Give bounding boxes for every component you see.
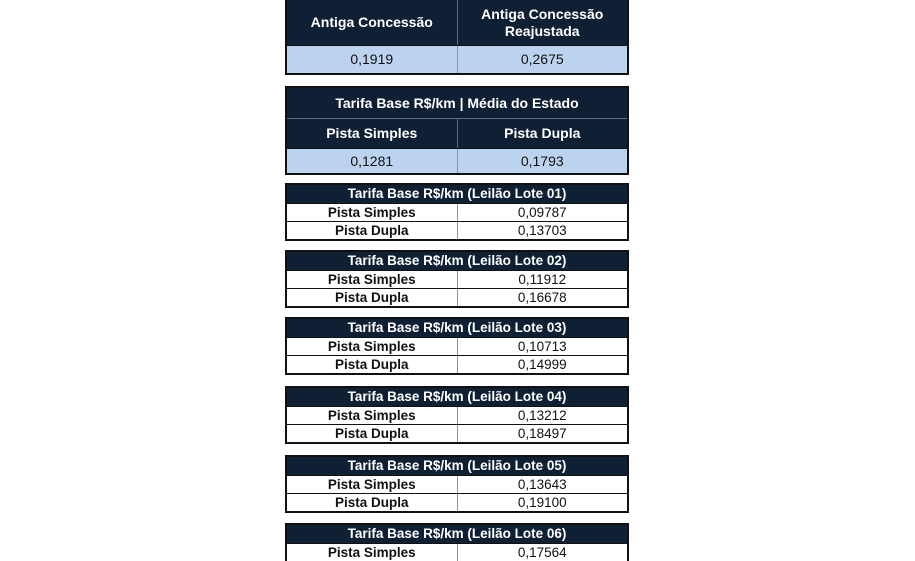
table-row: [287, 45, 627, 73]
pista-simples-label: Pista Simples: [327, 271, 416, 287]
lote-title: Tarifa Base R$/km (Leilão Lote 04): [287, 388, 627, 406]
antiga-concessao-reajustada-header: [457, 0, 628, 45]
lote-title: Tarifa Base R$/km (Leilão Lote 03): [287, 319, 627, 337]
lote-05-table: [285, 455, 629, 513]
table-title-row: [287, 88, 627, 118]
lote-01-table: [285, 183, 629, 241]
pista-simples-value: 0,13643: [457, 476, 628, 493]
table-header-row: [287, 0, 627, 45]
pista-simples-label: Pista Simples: [327, 476, 416, 492]
header-line-2: Reajustada: [504, 22, 580, 39]
pista-dupla-label: Pista Dupla: [334, 494, 409, 510]
pista-simples-label: Pista Simples: [327, 204, 416, 220]
pista-simples-header: Pista Simples: [326, 125, 418, 142]
pista-dupla-label: Pista Dupla: [334, 289, 409, 305]
pista-dupla-label: Pista Dupla: [334, 356, 409, 372]
pista-simples-value: 0,17564: [457, 544, 628, 561]
pista-simples-label: Pista Simples: [327, 544, 416, 560]
pista-dupla-value: 0,18497: [457, 425, 628, 442]
pista-dupla-label: Pista Dupla: [334, 222, 409, 238]
pista-simples-value: 0,1281: [350, 152, 394, 169]
antiga-concessao-table: [285, 0, 629, 75]
pista-dupla-value: 0,1793: [457, 149, 628, 173]
pista-dupla-value: 0,16678: [457, 289, 628, 306]
lote-03-table: [285, 317, 629, 375]
lote-title: Tarifa Base R$/km (Leilão Lote 02): [287, 252, 627, 270]
lote-title: Tarifa Base R$/km (Leilão Lote 06): [287, 525, 627, 543]
pista-dupla-label: Pista Dupla: [334, 425, 409, 441]
pista-dupla-value: 0,19100: [457, 494, 628, 511]
table-row: [287, 148, 627, 173]
antiga-concessao-value: 0,1919: [350, 51, 394, 68]
lote-title: Tarifa Base R$/km (Leilão Lote 05): [287, 457, 627, 475]
pista-simples-value: 0,10713: [457, 338, 628, 355]
media-estado-table: [285, 86, 629, 175]
antiga-concessao-header: Antiga Concessão: [310, 14, 433, 31]
pista-dupla-value: 0,14999: [457, 356, 628, 373]
table-header-row: [287, 118, 627, 148]
pista-dupla-value: 0,13703: [457, 222, 628, 239]
antiga-concessao-reajustada-value: 0,2675: [457, 46, 628, 73]
header-line-1: Antiga Concessão: [481, 6, 604, 23]
pista-simples-value: 0,09787: [457, 204, 628, 221]
pista-simples-label: Pista Simples: [327, 407, 416, 423]
lote-04-table: [285, 386, 629, 444]
media-estado-title: Tarifa Base R$/km | Média do Estado: [335, 94, 579, 111]
pista-dupla-header: Pista Dupla: [457, 119, 628, 148]
lote-title: Tarifa Base R$/km (Leilão Lote 01): [287, 185, 627, 203]
lote-02-table: [285, 250, 629, 308]
pista-simples-value: 0,11912: [457, 271, 628, 288]
pista-simples-label: Pista Simples: [327, 338, 416, 354]
lote-06-table: [285, 523, 629, 561]
pista-simples-value: 0,13212: [457, 407, 628, 424]
